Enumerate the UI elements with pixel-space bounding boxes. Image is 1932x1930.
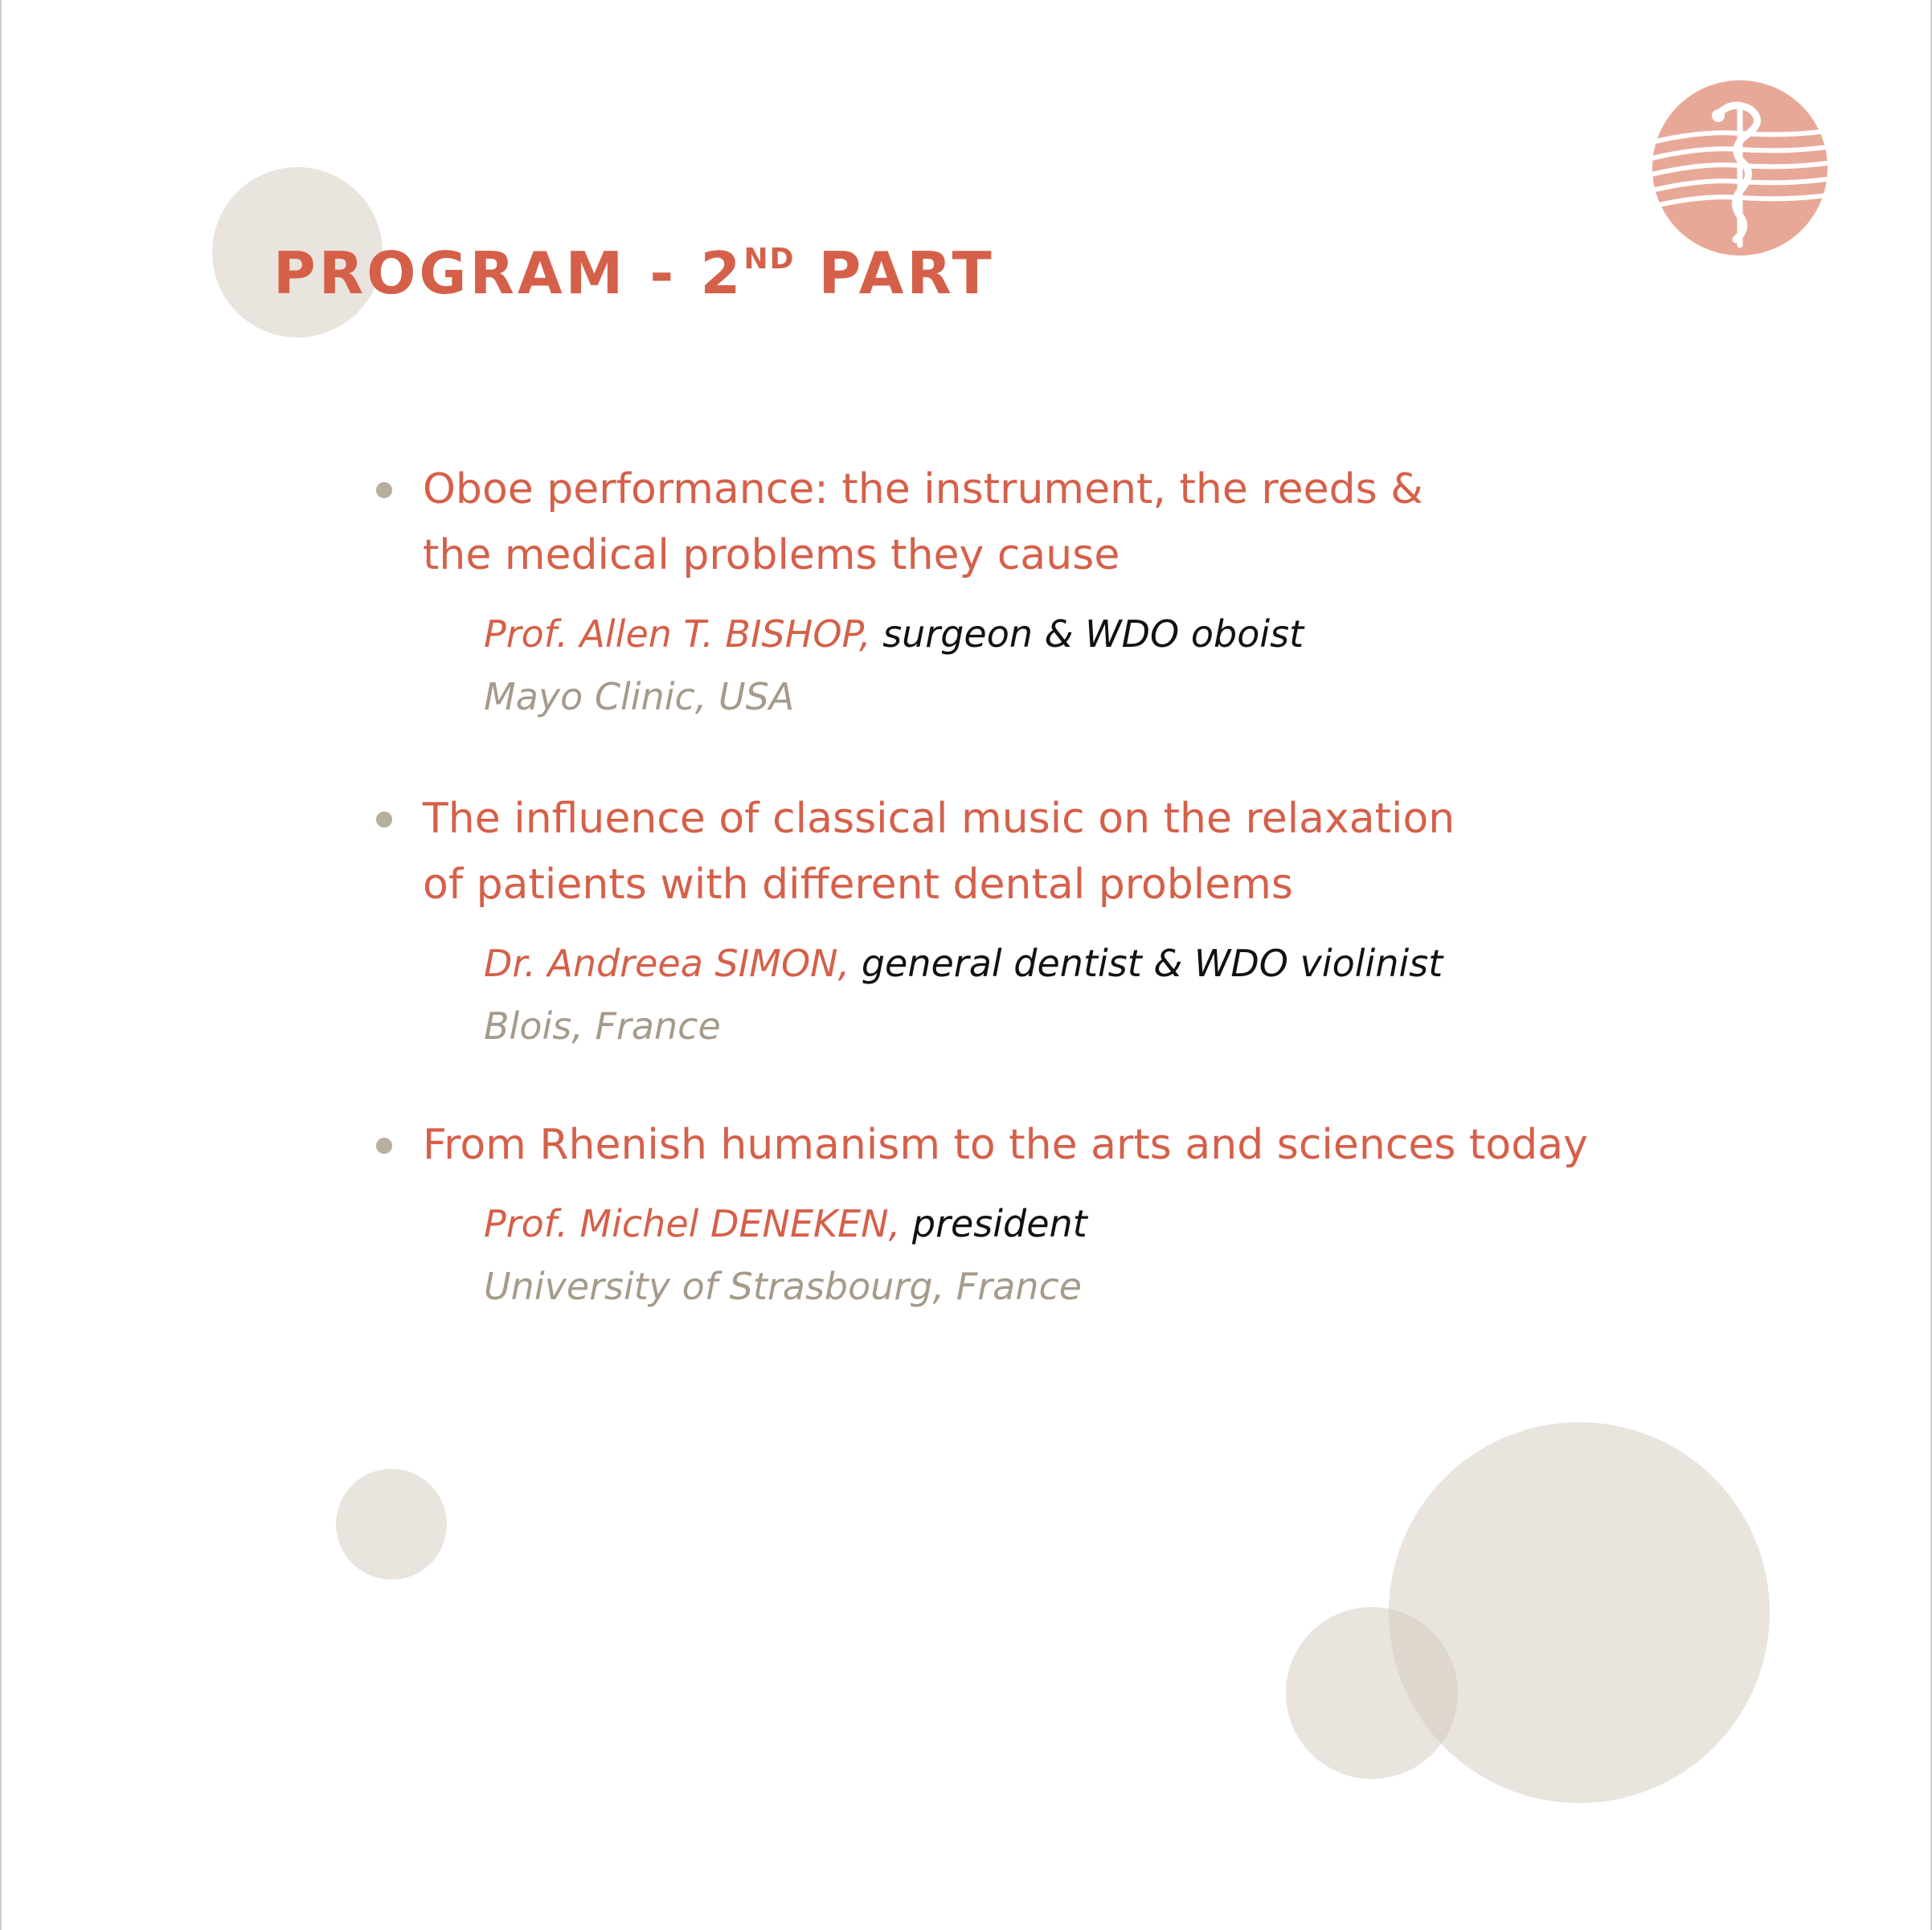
speaker-role: general dentist & WDO violinist bbox=[861, 942, 1443, 985]
decorative-circle-small bbox=[336, 1469, 447, 1580]
page-border-left bbox=[0, 0, 2, 1930]
topic-line-1: From Rhenish humanism to the arts and sciences today bbox=[423, 1121, 1588, 1169]
speaker-line bbox=[484, 932, 1680, 995]
title-main: PROGRAM - 2 bbox=[273, 239, 744, 307]
program-item-2 bbox=[362, 786, 1680, 1057]
bullet-icon bbox=[376, 1138, 392, 1154]
speaker-affiliation: Mayo Clinic, USA bbox=[484, 675, 795, 718]
speaker-line bbox=[484, 603, 1680, 665]
topic-line-2: the medical problems they cause bbox=[423, 531, 1120, 579]
topic-line-1: Oboe performance: the instrument, the reeds & bbox=[423, 465, 1423, 513]
speaker-affiliation: University of Strasbourg, France bbox=[484, 1265, 1083, 1308]
program-item-1 bbox=[362, 456, 1680, 728]
speaker-name: Dr. Andreea SIMON, bbox=[484, 942, 850, 985]
bullet-icon bbox=[376, 482, 392, 498]
speaker-affiliation: Blois, France bbox=[484, 1004, 721, 1048]
caduceus-music-logo-icon bbox=[1652, 80, 1828, 256]
title-superscript: ND bbox=[743, 243, 796, 276]
topic-line-1: The influence of classical music on the relaxation bbox=[423, 795, 1455, 843]
speaker-name: Prof. Michel DENEKEN, bbox=[484, 1202, 901, 1245]
decorative-circle-medium bbox=[1286, 1607, 1458, 1779]
speaker-role: president bbox=[911, 1202, 1087, 1245]
speaker-role: surgeon & WDO oboist bbox=[882, 612, 1304, 656]
topic-line-2: of patients with different dental problems bbox=[423, 861, 1293, 909]
speaker-line bbox=[484, 1192, 1680, 1255]
title-suffix: PART bbox=[795, 239, 995, 307]
program-item-3 bbox=[362, 1112, 1680, 1318]
speaker-name: Prof. Allen T. BISHOP, bbox=[484, 612, 871, 656]
decorative-circle-large bbox=[1389, 1422, 1770, 1803]
bullet-icon bbox=[376, 812, 392, 828]
page-title bbox=[273, 239, 995, 307]
